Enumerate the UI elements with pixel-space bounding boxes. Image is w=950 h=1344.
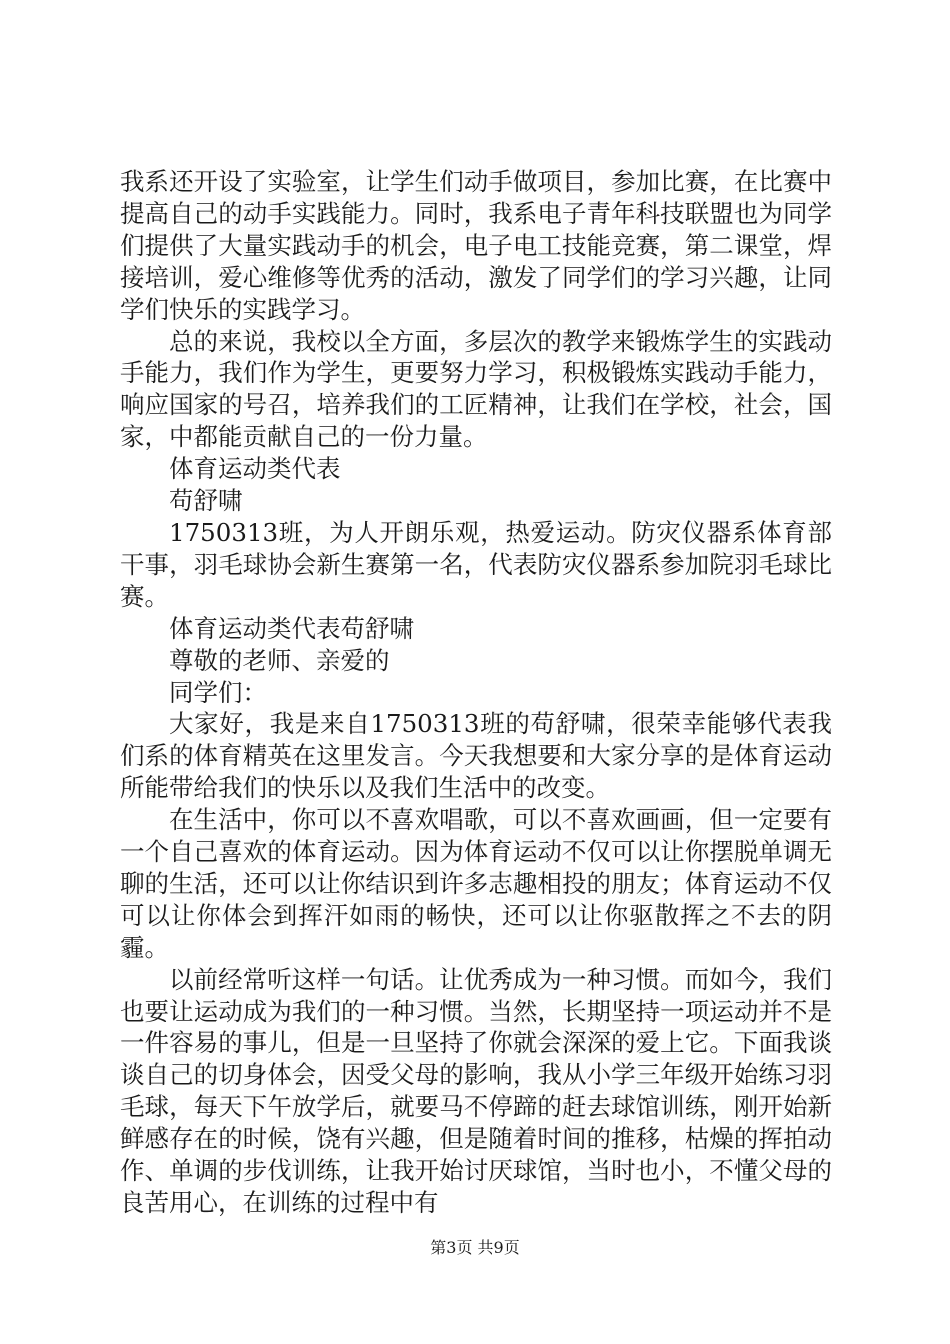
speaker-name: 苟舒啸 (169, 486, 243, 516)
speaker-intro: 1750313班，为人开朗乐观，热爱运动。防灾仪器系体育部干事，羽毛球协会新生赛第一名，代表防灾仪器系参加院羽毛球比赛。 (120, 517, 832, 611)
salutation-line-2: 同学们： (169, 677, 267, 707)
paragraph-life: 在生活中，你可以不喜欢唱歌，可以不喜欢画画，但一定要有一个自己喜欢的体育运动。因为体育运动不仅可以让你摆脱单调无聊的生活，还可以让你结识到许多志趣相投的朋友；体育运动不仅可以让你体会到挥汗如雨的畅快，还可以让你驱散挥之不去的阴霾。 (120, 805, 832, 962)
body-text (120, 166, 832, 1219)
paragraph-greeting: 大家好，我是来自1750313班的苟舒啸，很荣幸能够代表我们系的体育精英在这里发言。今天我想要和大家分享的是体育运动所能带给我们的快乐以及我们生活中的改变。 (120, 709, 832, 803)
page-number: 第3页 共9页 (430, 1238, 520, 1257)
paragraph-2: 总的来说，我校以全方面，多层次的教学来锻炼学生的实践动手能力，我们作为学生，更要努力学习，积极锻炼实践动手能力，响应国家的号召，培养我们的工匠精神，让我们在学校，社会，国家，中都能贡献自己的一份力量。 (120, 326, 832, 452)
speech-title: 体育运动类代表苟舒啸 (169, 613, 414, 643)
section-heading: 体育运动类代表 (169, 454, 341, 484)
paragraph-habit: 以前经常听这样一句话。让优秀成为一种习惯。而如今，我们也要让运动成为我们的一种习惯。当然，长期坚持一项运动并不是一件容易的事儿，但是一旦坚持了你就会深深的爱上它。下面我谈谈自己的切身体会，因受父母的影响，我从小学三年级开始练习羽毛球，每天下午放学后，就要马不停蹄的赶去球馆训练，刚开始新鲜感存在的时候，饶有兴趣，但是随着时间的推移，枯燥的挥拍动作、单调的步伐训练，让我开始讨厌球馆，当时也小，不懂父母的良苦用心，在训练的过程中有 (120, 964, 832, 1217)
salutation-line-1: 尊敬的老师、亲爱的 (169, 645, 390, 675)
paragraph-1: 我系还开设了实验室，让学生们动手做项目，参加比赛，在比赛中提高自己的动手实践能力。同时，我系电子青年科技联盟也为同学们提供了大量实践动手的机会，电子电工技能竞赛，第二课堂，焊接培训，爱心维修等优秀的活动，激发了同学们的学习兴趣，让同学们快乐的实践学习。 (120, 167, 832, 324)
